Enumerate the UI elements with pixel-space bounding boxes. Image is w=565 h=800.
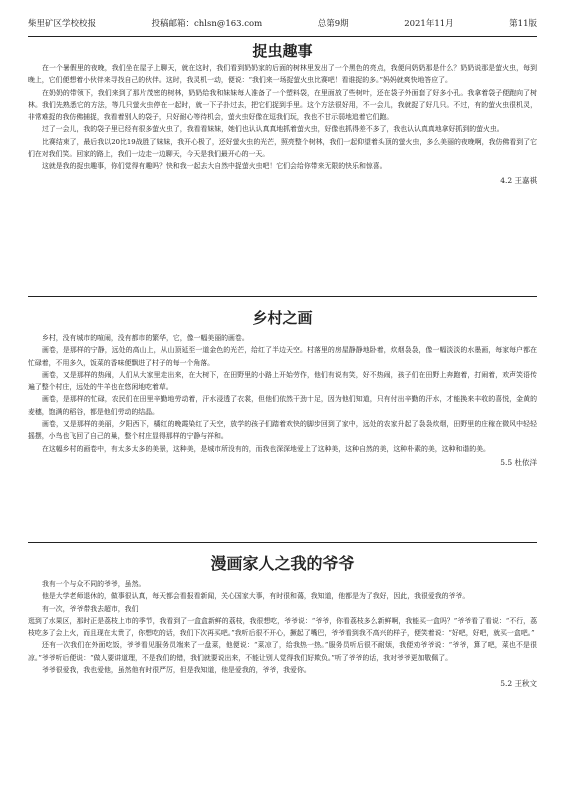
issue-number: 总第9期 xyxy=(317,19,349,29)
section-divider xyxy=(28,542,537,543)
article-author: 4.2 王嘉祺 xyxy=(500,175,537,185)
article-paragraph: 逛到了水果区，那时正是荔枝上市的季节，我看到了一盒盒新鲜的荔枝，我很想吃，爷爷说：“爷爷，你看荔枝多么新鲜啊，我能买一盒吗？”爷爷看了看说：“不行，荔枝吃多了会上火，而且现在太贵了，你想吃的话，我们下次再买吧。”我听后很不开心，撅起了嘴巴，爷爷看到我不高兴的样子，便笑着说：“好吧，好吧，就买一盒吧。” xyxy=(28,616,537,638)
article-paragraph: 还有一次我们在外面吃饭，爷爷看见服务员端来了一盘菜，他便说：“菜凉了，给我热一热。”服务员听后很不耐烦，我便劝爷爷说：“爷爷，算了吧，菜也不是很凉。”爷爷听后便说：“做人要讲道理，不是我们的错，我们就要说出来，不能让别人觉得我们好欺负。”听了爷爷的话，我对爷爷更加敬佩了。 xyxy=(28,641,537,662)
school-name: 柴里矿区学校校报 xyxy=(28,19,97,29)
article-village-painting xyxy=(28,304,537,468)
article-paragraph: 这就是我的捉虫趣事，你们觉得有趣吗？快和我一起去大自然中捉萤火虫吧！它们会给你带来无限的快乐和惊喜。 xyxy=(42,162,387,171)
article-catching-bugs xyxy=(28,40,537,186)
article-paragraph: 过了一会儿，我的袋子里已经有很多萤火虫了，我看看妹妹，她们也认认真真地抓着萤火虫，好像也抓得差不多了，我也认认真真地拿好抓到的萤火虫。 xyxy=(42,125,504,134)
section-divider xyxy=(28,296,537,297)
article-paragraph: 画卷，是那样的宁静，远处的高山上，从山顶延至一道金色的光芒，给红了半边天空。村落里的房屋静静地卧着，炊烟袅袅，像一幅淡淡的水墨画，每家每户都在忙碌着，不用多久，饭菜的香味便飘进了村子的每一个角落。 xyxy=(28,346,537,367)
article-paragraph: 他是大学老师退休的，做事很认真，每天都会看报看新闻，关心国家大事，有时很和蔼，我知道，他都是为了我好，因此，我很爱我的爷爷。 xyxy=(42,592,470,601)
newspaper-header xyxy=(28,10,537,37)
article-paragraph: 画卷，又是那样的美丽，夕阳西下，橘红的晚霞染红了天空，放学的孩子们踏着欢快的脚步回到了家中，远处的农家升起了袅袅炊烟，田野里的庄稼在微风中轻轻摇摆，小鸟也飞回了自己的巢，整个村庄显得那样的宁静与祥和。 xyxy=(28,420,537,441)
article-my-grandpa xyxy=(28,550,537,689)
article-title: 乡村之画 xyxy=(252,309,313,327)
article-author: 5.2 王秋文 xyxy=(500,679,537,689)
article-title: 捉虫趣事 xyxy=(252,42,313,60)
article-paragraph: 在一个暑假里的夜晚，我们坐在屋子上聊天，就在这时，我们看到奶奶家的后面的树林里发出了一个黑色的亮点，我便问奶奶那是什么？奶奶说那是萤火虫，每到晚上，它们便想着小伙伴来寻找自己的伙伴。这时，我灵机一动，便说：“我们来一场捉萤火虫比赛吧！看谁捉的多。”妈妈就爽快地答应了。 xyxy=(28,64,537,85)
article-author: 5.5 杜依洋 xyxy=(500,457,537,467)
edition-number: 第11版 xyxy=(509,19,537,29)
article-paragraph: 我有一个与众不同的爷爷，虽然。 xyxy=(42,580,146,588)
issue-date: 2021年11月 xyxy=(404,19,454,29)
article-paragraph: 乡村，没有城市的喧闹，没有都市的繁华，它，像一幅美丽的画卷。 xyxy=(42,334,249,342)
article-paragraph: 画卷，又是那样的热闹，人们从大家里走出来，在大树下，在田野里的小路上开始劳作，他们有说有笑，好不热闹，孩子们在田野上奔跑着，打闹着，欢声笑语传遍了整个村庄，远处的牛羊也在悠闲地吃着草。 xyxy=(28,370,537,392)
article-paragraph: 爷爷很爱我，我也爱他，虽然他有时很严厉，但是我知道，他是爱我的，爷爷，我爱你。 xyxy=(42,666,311,675)
article-paragraph: 比赛结束了，最后我以20比19战胜了妹妹，我开心极了，还好萤火虫的光芒，照亮整个树林，我们一起仰望着头顶的萤火虫，多么美丽的夜晚啊，我仿佛看到了它们在对我们笑。回家的路上，我们一边走一边聊天，今天是我们最开心的一天。 xyxy=(28,137,537,159)
article-paragraph: 在奶奶的带领下，我们来到了那片茂密的树林，奶奶给我和妹妹每人准备了一个塑料袋，在里面放了些树叶，还在袋子外面套了好多小孔。我拿着袋子便跑向了树林。我们先熟悉它的方法，等几只萤火虫停在一起时，就一下子扑过去，把它们捉到手里。这个方法很好用，不一会儿，我就捉了好几只。不过，有的萤火虫很机灵，非常难捉的我仿佛捕捉，我看着别人的袋子，只好耐心等待机会，萤火虫好像在逗我们玩，我也不甘示弱地追着它们跑。 xyxy=(28,88,537,122)
submission-email: 投稿邮箱：chlsn@163.com xyxy=(151,19,263,29)
article-paragraph: 在这幅乡村的画卷中，有太多太多的美景，这种美，是城市所没有的，而我也深深地爱上了这种美，这种自然的美，这种朴素的美，这种和谐的美。 xyxy=(42,444,490,453)
article-title: 漫画家人之我的爷爷 xyxy=(210,554,355,573)
article-paragraph: 有一次，爷爷带我去超市，我们 xyxy=(42,604,139,613)
article-paragraph: 画卷，是那样的忙碌，农民们在田里辛勤地劳动着，汗水浸透了衣裳，但他们依然干劲十足，因为他们知道，只有付出辛勤的汗水，才能换来丰收的喜悦，金黄的麦穗，饱满的稻谷，都是他们劳动的结晶。 xyxy=(28,395,537,416)
